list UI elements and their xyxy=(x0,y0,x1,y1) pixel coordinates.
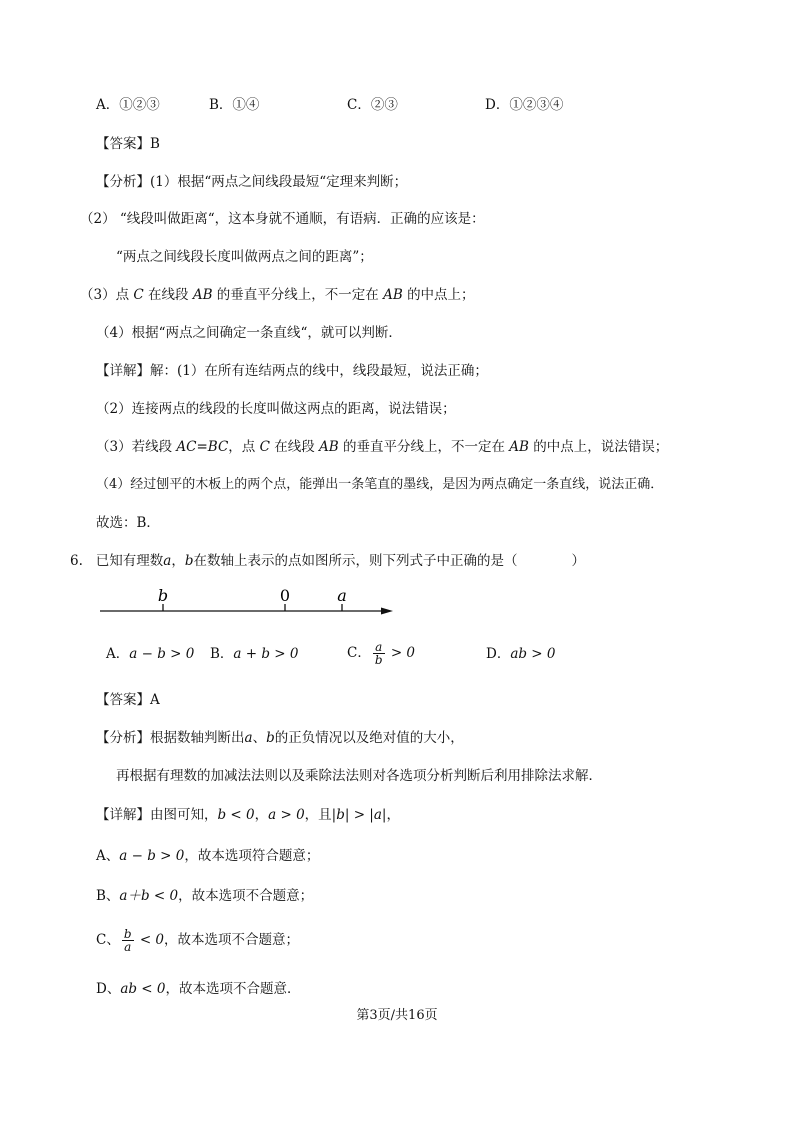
expr: ab < 0 xyxy=(120,981,166,997)
answer-tag: 【答案】 xyxy=(96,692,150,708)
analysis-tag: 【分析】 xyxy=(96,174,150,190)
q5-detail-line-4: （4）经过刨平的木板上的两个点，能弹出一条笔直的墨线，是因为两点确定一条直线，说法正确． xyxy=(96,477,664,492)
label-b: b xyxy=(157,586,169,605)
text: A、 xyxy=(96,848,120,864)
fraction xyxy=(373,641,385,666)
q5-option-c: C．②③ xyxy=(347,97,398,113)
detail-text: 解：(1）在所有连结两点的线中，线段最短，说法正确； xyxy=(150,363,488,379)
q5-answer-line xyxy=(96,135,160,153)
text: ，故本选项不合题意． xyxy=(165,981,301,997)
numerator: b xyxy=(123,927,132,941)
analysis-tag: 【分析】 xyxy=(96,730,150,746)
option-label: B． xyxy=(210,646,234,662)
q5-analysis-line-3: “两点之间线段长度叫做两点之间的距离”； xyxy=(116,249,373,265)
text: 的正负情况以及绝对值的大小， xyxy=(274,730,464,746)
q5-analysis-line-2: （2） “线段叫做距离“，这本身就不通顺，有语病．正确的应该是： xyxy=(80,211,485,227)
var-ab: AB xyxy=(319,439,339,455)
q6-option-c xyxy=(347,638,415,668)
detail-tag: 【详解】 xyxy=(96,363,150,379)
fraction xyxy=(122,928,134,953)
option-label: A． xyxy=(106,646,130,662)
option-expr: > 0 xyxy=(386,645,416,661)
text: （3）点 xyxy=(80,287,130,303)
var-ab: AB xyxy=(192,287,213,303)
var-ab: AB xyxy=(509,439,529,455)
q5-detail-line-1 xyxy=(96,362,488,380)
q6-answer-line xyxy=(96,691,160,709)
text: ，故本选项不合题意； xyxy=(164,932,300,948)
expr: < 0 xyxy=(135,932,165,948)
question-number: 6. xyxy=(70,553,83,569)
q6-detail-line-1 xyxy=(96,806,400,824)
option-label: C． xyxy=(347,645,371,661)
q6-option-a xyxy=(106,645,194,663)
denominator: b xyxy=(374,653,383,667)
text: ，点 xyxy=(228,439,256,455)
q6-option-b xyxy=(210,645,299,663)
var-c: C xyxy=(259,439,270,455)
q5-detail-line-2: （2）连接两点的线段的长度叫做这两点的距离，说法错误； xyxy=(96,401,456,417)
var-c: C xyxy=(133,287,144,303)
answer-tag: 【答案】 xyxy=(96,136,150,152)
q5-analysis-line-4 xyxy=(80,286,475,304)
text: 根据数轴判断出 xyxy=(150,730,245,746)
text: 的垂直平分线上，不一定在 xyxy=(342,439,505,455)
text: 的垂直平分线上，不一定在 xyxy=(216,287,379,303)
var-a: a xyxy=(163,553,172,569)
text: D、 xyxy=(96,981,121,997)
text: 由图可知， xyxy=(150,807,218,823)
q6-detail-b xyxy=(96,887,313,905)
text: 的中点上； xyxy=(407,287,475,303)
text: ， xyxy=(386,807,400,823)
q6-analysis-line-2: 再根据有理数的加减法法则以及乘除法法则对各选项分析判断后利用排除法求解． xyxy=(116,768,602,784)
q6-detail-c xyxy=(96,925,299,955)
var-b: b xyxy=(266,730,275,746)
number-line xyxy=(95,582,405,622)
text: 在线段 xyxy=(274,439,315,455)
numerator: a xyxy=(373,641,385,654)
q5-option-b: B．①④ xyxy=(209,97,260,113)
text: 的中点上，说法错误； xyxy=(533,439,669,455)
expr: a − b > 0 xyxy=(119,848,185,864)
axis-arrow xyxy=(381,608,393,615)
label-0: 0 xyxy=(279,586,291,605)
q6-option-d xyxy=(486,645,556,663)
analysis-text: (1）根据“两点之间线段最短“定理来判断； xyxy=(150,174,408,190)
q6-stem xyxy=(70,552,585,570)
text: ，且 xyxy=(304,807,332,823)
label-a: a xyxy=(337,586,347,605)
expr: b < 0 xyxy=(217,807,255,823)
expr: a＋b < 0 xyxy=(119,888,179,904)
text: （3）若线段 xyxy=(96,439,173,455)
text: 、 xyxy=(252,730,267,746)
text: ， xyxy=(254,807,269,823)
var-b: b xyxy=(184,553,194,569)
var-ac-bc: AC=BC xyxy=(176,439,229,455)
q6-analysis-line-1 xyxy=(96,729,464,747)
q5-option-d: D．①②③④ xyxy=(485,97,564,113)
text: 在数轴上表示的点如图所示，则下列式子中正确的是（ ） xyxy=(193,553,585,569)
option-label: D． xyxy=(486,646,511,662)
page-footer: 第3页/共16页 xyxy=(356,1008,438,1023)
q5-detail-line-3 xyxy=(96,438,668,456)
expr: a > 0 xyxy=(268,807,305,823)
var-ab: AB xyxy=(383,287,403,303)
answer-value: A xyxy=(150,692,160,708)
option-expr: ab > 0 xyxy=(510,646,556,662)
q5-analysis-line-1 xyxy=(96,173,407,191)
q5-conclusion: 故选：B． xyxy=(96,515,160,531)
q5-analysis-line-5: （4）根据“两点之间确定一条直线“，就可以判断． xyxy=(96,325,402,341)
text: ， xyxy=(171,553,185,569)
text: ，故本选项不合题意； xyxy=(178,888,314,904)
option-expr: a − b > 0 xyxy=(129,646,195,662)
answer-value: B xyxy=(150,136,160,152)
var-a: a xyxy=(244,730,253,746)
q6-detail-a xyxy=(96,847,319,865)
text: 已知有理数 xyxy=(95,553,164,569)
text: C、 xyxy=(96,932,120,948)
expr: |b| > |a| xyxy=(331,807,387,823)
text: 在线段 xyxy=(148,287,189,303)
denominator: a xyxy=(124,940,132,954)
text: ，故本选项符合题意； xyxy=(184,848,320,864)
q6-detail-d xyxy=(96,980,301,998)
q5-option-a: A．①②③ xyxy=(96,97,160,113)
text: B、 xyxy=(96,888,120,904)
option-expr: a + b > 0 xyxy=(233,646,299,662)
detail-tag: 【详解】 xyxy=(96,807,150,823)
